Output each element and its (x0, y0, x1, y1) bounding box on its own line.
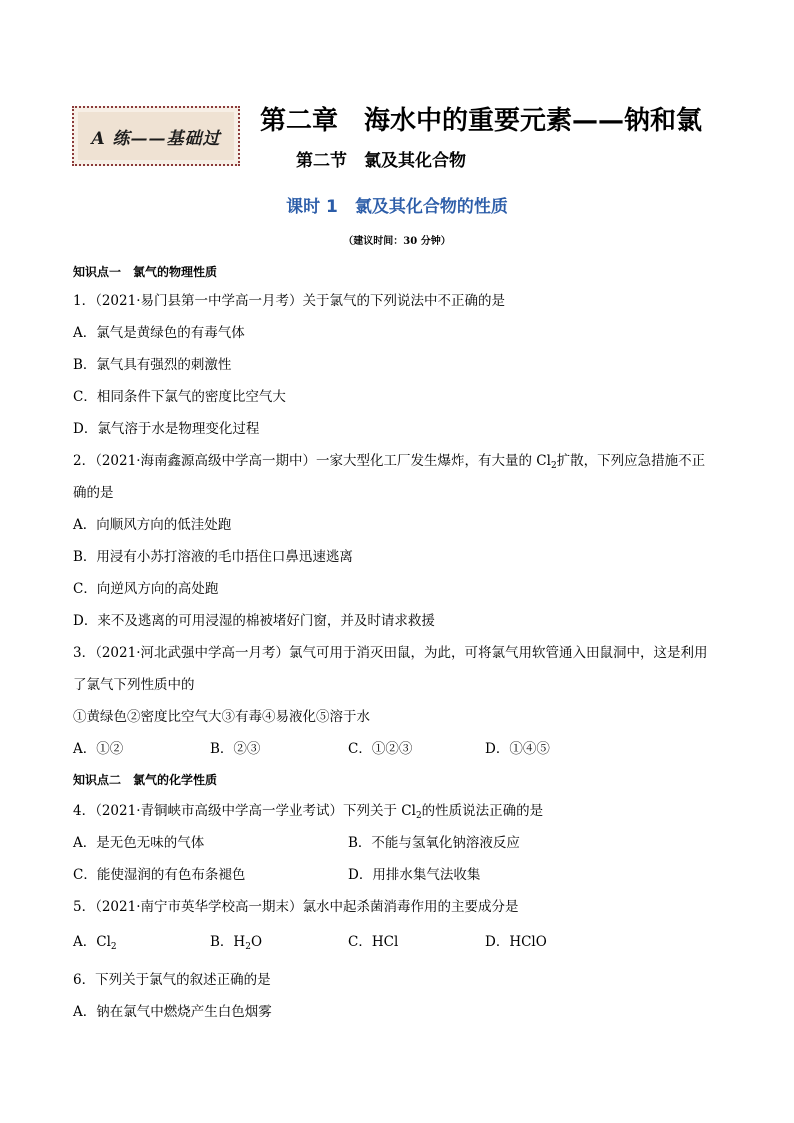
question-6-stem: 6．下列关于氯气的叙述正确的是 (73, 972, 271, 988)
question-3-stem-line-1: 3．（2021·河北武强中学高一月考）氯气可用于消灭田鼠，为此，可将氯气用软管通入田鼠洞中，这是利用 (73, 645, 708, 661)
question-5-option-c-prefix: C． (348, 934, 372, 950)
question-2-stem-part-1: 2．（2021·海南鑫源高级中学高一期中）一家大型化工厂发生爆炸，有大量的 Cl (73, 453, 551, 469)
question-3-properties: ①黄绿色②密度比空气大③有毒④易液化⑤溶于水 (73, 709, 370, 725)
question-2-subscript: 2 (550, 461, 557, 471)
question-1-stem: 1．（2021·易门县第一中学高一月考）关于氯气的下列说法中不正确的是 (73, 293, 505, 309)
question-5-option-c (348, 933, 398, 951)
question-4-stem-part-1: 4．（2021·青铜峡市高级中学高一学业考试）下列关于 Cl (73, 803, 416, 819)
question-2-option-d: D．来不及逃离的可用浸湿的棉被堵好门窗，并及时请求救援 (73, 613, 435, 629)
badge-label: A 练——基础过 (91, 128, 221, 149)
question-2-option-b: B．用浸有小苏打溶液的毛巾捂住口鼻迅速逃离 (73, 549, 353, 565)
lesson-title: 课时 1 氯及其化合物的性质 (286, 197, 508, 217)
question-3-option-c: C．①②③ (348, 741, 413, 757)
question-5-option-a-formula: Cl (96, 934, 111, 950)
question-1-option-b: B．氯气具有强烈的刺激性 (73, 357, 232, 373)
question-5-option-b-tail: O (250, 934, 263, 950)
question-5-stem: 5．（2021·南宁市英华学校高一期末）氯水中起杀菌消毒作用的主要成分是 (73, 899, 519, 915)
question-3-option-b: B．②③ (210, 741, 261, 757)
question-4-option-a: A．是无色无味的气体 (73, 835, 205, 851)
question-4-stem (73, 802, 543, 825)
question-2-stem-part-2: 扩散，下列应急措施不正 (556, 453, 706, 469)
question-2-stem-line-1 (73, 452, 705, 475)
question-5-option-d-formula: HClO (509, 934, 547, 950)
question-1-option-a: A．氯气是黄绿色的有毒气体 (73, 325, 245, 341)
section-badge (72, 106, 240, 166)
question-1-option-d: D．氯气溶于水是物理变化过程 (73, 421, 260, 437)
question-5-option-a-subscript: 2 (110, 942, 117, 952)
question-5-option-a (73, 933, 117, 956)
question-5-option-b-subscript: 2 (245, 942, 251, 952)
question-2-stem-line-2: 确的是 (73, 485, 114, 501)
question-5-option-d-prefix: D． (485, 934, 510, 950)
question-5-option-b (210, 933, 262, 956)
question-5-option-d (485, 933, 547, 951)
question-6-option-a: A．钠在氯气中燃烧产生白色烟雾 (73, 1004, 272, 1020)
knowledge-point-2: 知识点二 氯气的化学性质 (73, 773, 218, 787)
question-1-option-c: C．相同条件下氯气的密度比空气大 (73, 389, 286, 405)
question-5-option-b-prefix: B． (210, 934, 234, 950)
suggested-time: （建议时间：30 分钟） (343, 236, 451, 247)
question-4-option-d: D．用排水集气法收集 (348, 867, 481, 883)
question-4-option-b: B．不能与氢氧化钠溶液反应 (348, 835, 520, 851)
question-4-stem-part-2: 的性质说法正确的是 (421, 803, 544, 819)
section-title: 第二节 氯及其化合物 (296, 151, 466, 171)
question-3-option-d: D．①④⑤ (485, 741, 550, 757)
question-4-subscript: 2 (415, 811, 422, 821)
question-3-stem-line-2: 了氯气下列性质中的 (73, 677, 195, 693)
knowledge-point-1: 知识点一 氯气的物理性质 (73, 265, 218, 279)
question-5-option-c-formula: HCl (371, 934, 399, 950)
question-2-option-a: A．向顺风方向的低洼处跑 (73, 517, 232, 533)
chapter-title: 第二章 海水中的重要元素——钠和氯 (260, 106, 703, 136)
question-3-option-a: A．①② (73, 741, 124, 757)
question-5-option-a-prefix: A． (73, 934, 97, 950)
question-2-option-c: C．向逆风方向的高处跑 (73, 581, 219, 597)
question-5-option-b-formula: H (233, 934, 246, 950)
question-4-option-c: C．能使湿润的有色布条褪色 (73, 867, 246, 883)
